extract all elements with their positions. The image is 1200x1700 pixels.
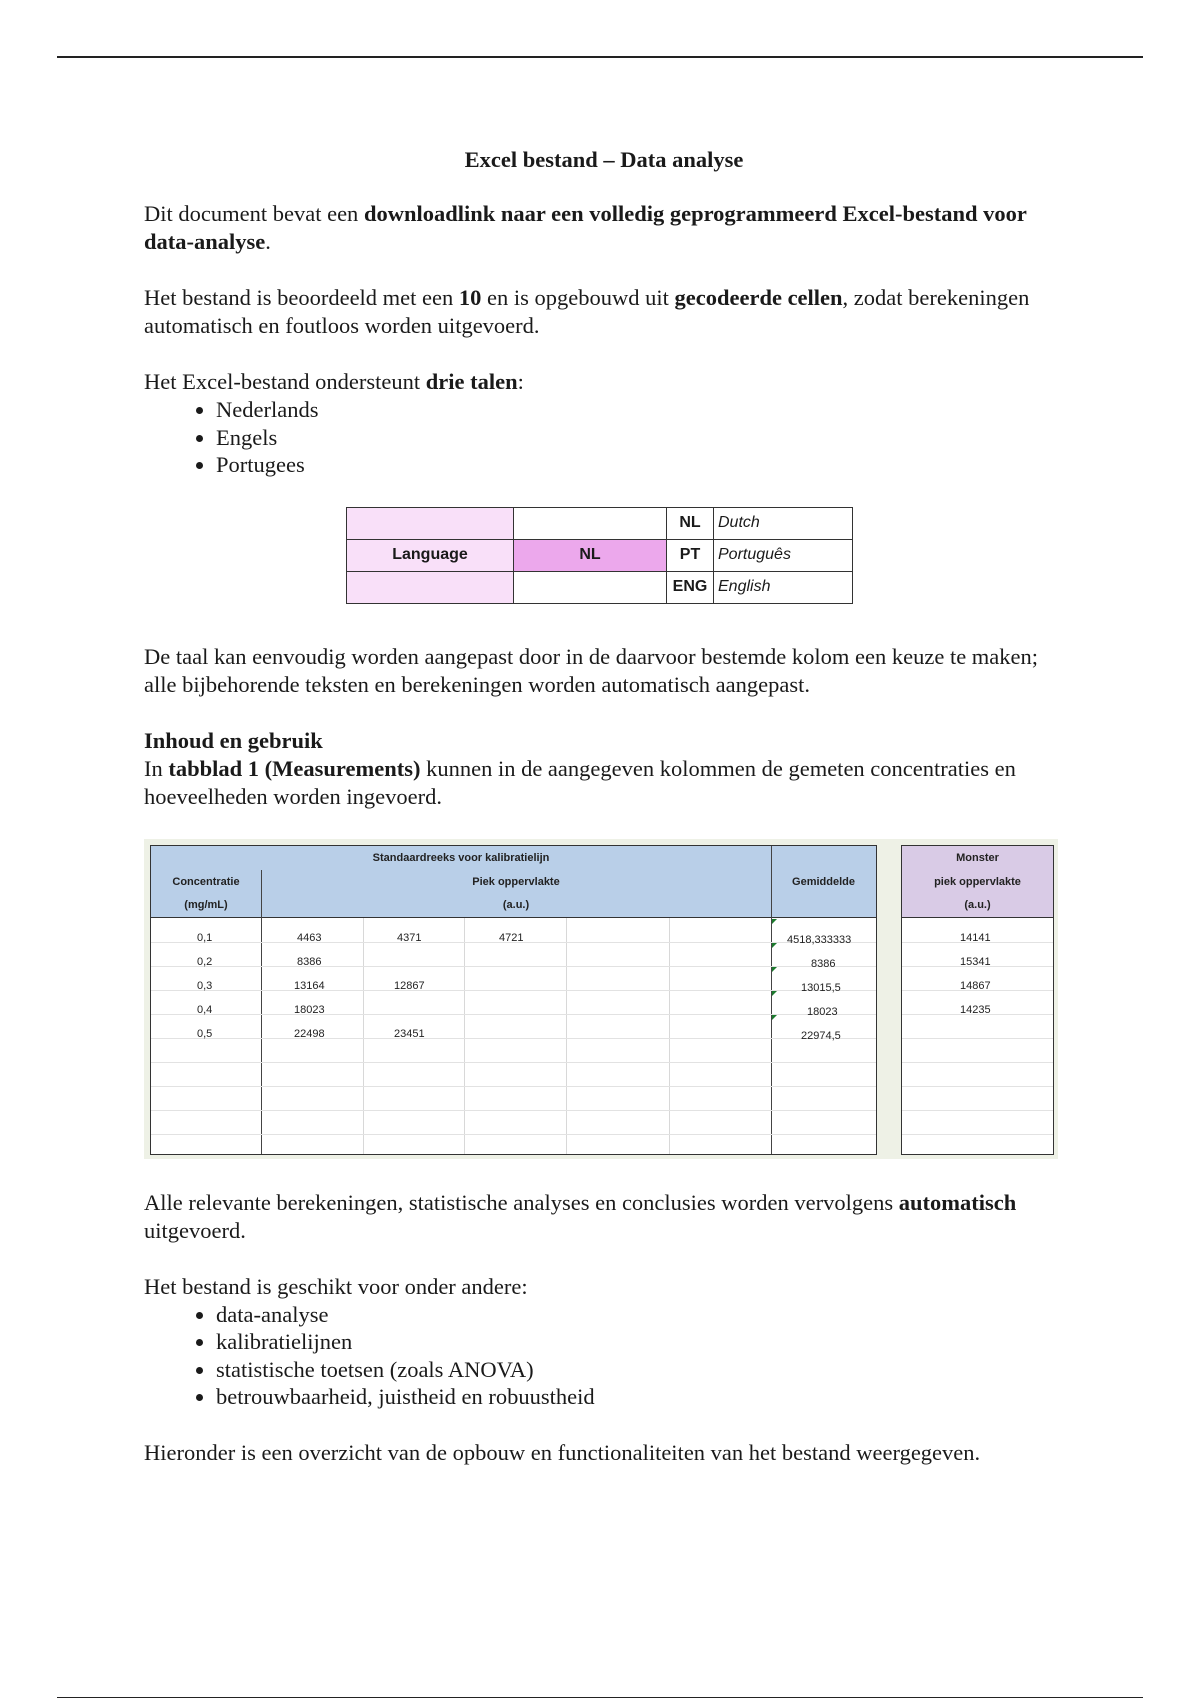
- lang-name-eng: English: [714, 571, 853, 603]
- peak-cell: 4371: [397, 931, 422, 944]
- lang-code-pt: PT: [667, 539, 714, 571]
- conc-cell: 0,5: [197, 1027, 213, 1040]
- analysis-paragraph: Alle relevante berekeningen, statistische analyses en conclusies worden vervolgens automatisch uitgevoerd.: [144, 1189, 1017, 1243]
- col-concentration: Concentratie (mg/mL): [151, 870, 261, 918]
- list-item: • Portugees: [216, 451, 1064, 479]
- list-item: • Nederlands: [216, 396, 1064, 424]
- calibration-group-title: Standaardreeks voor kalibratielijn: [151, 846, 772, 871]
- uses-list: [144, 1301, 1064, 1411]
- measurements-paragraph: In tabblad 1 (Measurements) kunnen in de aangegeven kolommen de gemeten concentraties en hoeveelheden worden ingevoerd.: [144, 755, 1016, 809]
- col-peak-area: Piek oppervlakte (a.u.): [261, 870, 771, 918]
- peak-cell: 8386: [297, 955, 322, 968]
- peak-cell: 12867: [394, 979, 425, 992]
- avg-cell: 22974,5: [801, 1029, 841, 1042]
- list-item: • data-analyse: [216, 1301, 1064, 1329]
- languages-list: [144, 396, 1064, 479]
- lang-name-nl: Dutch: [714, 507, 853, 539]
- overview-paragraph: Hieronder is een overzicht van de opbouw en functionaliteiten van het bestand weergegeven.: [144, 1439, 981, 1465]
- lang-name-pt: Português: [714, 539, 853, 571]
- list-item: • betrouwbaarheid, juistheid en robuustheid: [216, 1383, 1064, 1411]
- page-title: Excel bestand – Data analyse: [464, 147, 744, 172]
- footer-rule: [57, 1697, 1143, 1698]
- avg-cell: 8386: [811, 957, 836, 970]
- list-item: • statistische toetsen (zoals ANOVA): [216, 1356, 1064, 1384]
- avg-cell: 13015,5: [801, 981, 841, 994]
- calibration-grid: [150, 845, 877, 1155]
- peak-cell: 18023: [294, 1003, 325, 1016]
- uses-intro: Het bestand is geschikt voor onder andere:: [144, 1273, 528, 1299]
- lang-code-eng: ENG: [667, 571, 714, 603]
- peak-cell: 4721: [499, 931, 524, 944]
- section-heading: Inhoud en gebruik: [144, 727, 323, 753]
- list-item: • Engels: [216, 424, 1064, 452]
- intro-paragraph: Dit document bevat een downloadlink naar een volledig geprogrammeerd Excel-bestand voor data-analyse.: [144, 201, 1027, 254]
- peak-cell: 13164: [294, 979, 325, 992]
- sample-title: Monster: [902, 846, 1053, 871]
- sample-cell: 15341: [960, 955, 991, 968]
- peak-cell: 22498: [294, 1027, 325, 1040]
- conc-cell: 0,1: [197, 931, 213, 944]
- header-rule: [57, 56, 1143, 58]
- conc-cell: 0,3: [197, 979, 213, 992]
- col-average: Gemiddelde: [771, 870, 876, 918]
- language-paragraph: De taal kan eenvoudig worden aangepast door in de daarvoor bestemde kolom een keuze te maken; alle bijbehorende teksten en berekeningen worden automatisch aangepast.: [144, 643, 1039, 697]
- language-label: Language: [347, 539, 514, 571]
- measurements-sheet-image: [144, 839, 1058, 1159]
- language-select-cell[interactable]: NL: [514, 539, 667, 571]
- sample-peak-header: piek oppervlakte (a.u.): [902, 870, 1053, 918]
- grade-paragraph: Het bestand is beoordeeld met een 10 en is opgebouwd uit gecodeerde cellen, zodat berekeningen automatisch en foutloos worden uitgevoerd.: [144, 285, 1030, 338]
- avg-cell: 4518,333333: [787, 933, 852, 946]
- sample-cell: 14867: [960, 979, 991, 992]
- sample-cell: 14235: [960, 1003, 991, 1016]
- lang-code-nl: NL: [667, 507, 714, 539]
- conc-cell: 0,4: [197, 1003, 213, 1016]
- peak-cell: 4463: [297, 931, 322, 944]
- language-selector-table: [346, 507, 860, 615]
- languages-intro: Het Excel-bestand ondersteunt drie talen:: [144, 369, 524, 394]
- sample-grid: [901, 845, 1054, 1155]
- document-body: [144, 140, 1064, 1495]
- conc-cell: 0,2: [197, 955, 213, 968]
- avg-cell: 18023: [807, 1005, 838, 1018]
- peak-cell: 23451: [394, 1027, 425, 1040]
- sample-cell: 14141: [960, 931, 991, 944]
- list-item: • kalibratielijnen: [216, 1328, 1064, 1356]
